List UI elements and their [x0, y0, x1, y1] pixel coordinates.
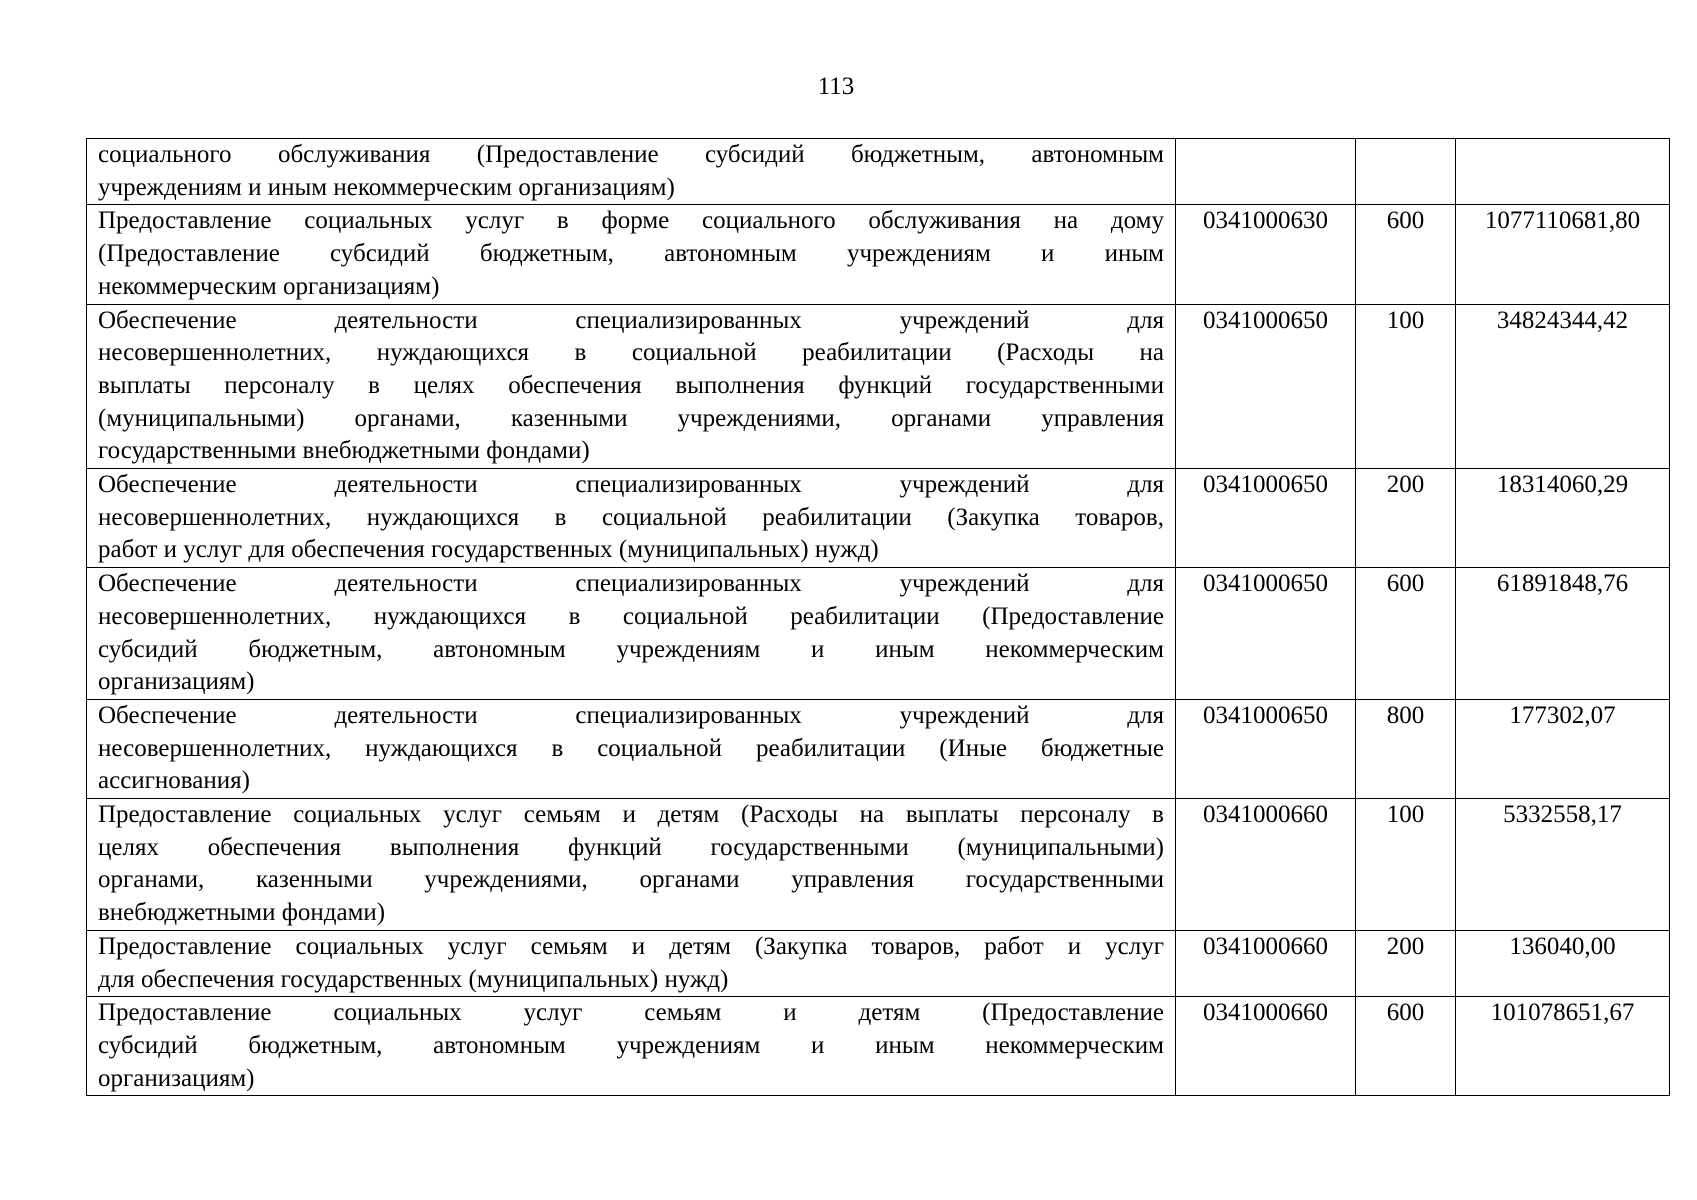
- expense-type-code: 600: [1356, 568, 1456, 700]
- description-line: для обеспечения государственных (муниципальных) нужд): [98, 965, 729, 993]
- description-line: целях обеспечения выполнения функций государственными (муниципальными): [98, 833, 1164, 861]
- expense-type-code: 600: [1356, 997, 1456, 1096]
- page-number: 113: [817, 73, 855, 100]
- expense-type-code: 800: [1356, 699, 1456, 798]
- description-line: Обеспечение деятельности специализированных учреждений для: [98, 570, 1164, 598]
- description-line: несовершеннолетних, нуждающихся в социальной реабилитации (Расходы на: [98, 339, 1164, 367]
- description-line: некоммерческим организациям): [98, 272, 440, 300]
- row-description: [87, 568, 1176, 700]
- budget-table-body: [87, 139, 1670, 1096]
- description-line: субсидий бюджетным, автономным учреждениям и иным некоммерческим: [98, 635, 1164, 663]
- description-line: ассигнования): [98, 767, 250, 795]
- table-row: [87, 699, 1670, 798]
- target-article-code: 0341000660: [1176, 799, 1356, 931]
- table-row: [87, 304, 1670, 469]
- table-row: [87, 799, 1670, 931]
- table-row: [87, 469, 1670, 568]
- row-description: [87, 997, 1176, 1096]
- row-description: [87, 930, 1176, 996]
- target-article-code: 0341000650: [1176, 469, 1356, 568]
- amount-value: 5332558,17: [1456, 799, 1670, 931]
- amount-value: 101078651,67: [1456, 997, 1670, 1096]
- amount-value: 61891848,76: [1456, 568, 1670, 700]
- description-line: Предоставление социальных услуг семьям и детям (Закупка товаров, работ и услуг: [98, 932, 1164, 960]
- description-line: Обеспечение деятельности специализированных учреждений для: [98, 306, 1164, 334]
- expense-type-code: 200: [1356, 469, 1456, 568]
- row-description: [87, 304, 1176, 469]
- description-line: учреждениям и иным некоммерческим организациям): [98, 173, 675, 201]
- row-description: [87, 799, 1176, 931]
- description-line: государственными внебюджетными фондами): [98, 437, 590, 465]
- description-line: субсидий бюджетным, автономным учреждениям и иным некоммерческим: [98, 1031, 1164, 1059]
- table-row: [87, 930, 1670, 996]
- target-article-code: 0341000630: [1176, 205, 1356, 304]
- budget-table: [86, 138, 1670, 1096]
- description-line: Обеспечение деятельности специализированных учреждений для: [98, 471, 1164, 499]
- description-line: социального обслуживания (Предоставление субсидий бюджетным, автономным: [98, 141, 1164, 168]
- expense-type-code: 200: [1356, 930, 1456, 996]
- amount-value: [1456, 139, 1670, 205]
- row-description: [87, 205, 1176, 304]
- table-row: [87, 139, 1670, 205]
- expense-type-code: [1356, 139, 1456, 205]
- row-description: [87, 469, 1176, 568]
- description-line: несовершеннолетних, нуждающихся в социальной реабилитации (Иные бюджетные: [98, 734, 1164, 762]
- description-line: организациям): [98, 1064, 255, 1092]
- table-row: [87, 205, 1670, 304]
- target-article-code: 0341000650: [1176, 304, 1356, 469]
- amount-value: 177302,07: [1456, 699, 1670, 798]
- description-line: (Предоставление субсидий бюджетным, автономным учреждениям и иным: [98, 240, 1164, 268]
- expense-type-code: 600: [1356, 205, 1456, 304]
- description-line: (муниципальными) органами, казенными учреждениями, органами управления: [98, 404, 1164, 432]
- description-line: внебюджетными фондами): [98, 899, 386, 927]
- table-row: [87, 568, 1670, 700]
- expense-type-code: 100: [1356, 304, 1456, 469]
- target-article-code: 0341000660: [1176, 930, 1356, 996]
- description-line: Предоставление социальных услуг семьям и детям (Предоставление: [98, 999, 1164, 1027]
- description-line: Предоставление социальных услуг в форме социального обслуживания на дому: [98, 207, 1164, 235]
- description-line: несовершеннолетних, нуждающихся в социальной реабилитации (Закупка товаров,: [98, 503, 1164, 531]
- description-line: организациям): [98, 668, 255, 696]
- description-line: работ и услуг для обеспечения государственных (муниципальных) нужд): [98, 536, 879, 564]
- amount-value: 1077110681,80: [1456, 205, 1670, 304]
- expense-type-code: 100: [1356, 799, 1456, 931]
- description-line: несовершеннолетних, нуждающихся в социальной реабилитации (Предоставление: [98, 602, 1164, 630]
- description-line: Предоставление социальных услуг семьям и детям (Расходы на выплаты персоналу в: [98, 801, 1164, 829]
- row-description: [87, 139, 1176, 205]
- row-description: [87, 699, 1176, 798]
- amount-value: 34824344,42: [1456, 304, 1670, 469]
- target-article-code: 0341000660: [1176, 997, 1356, 1096]
- target-article-code: 0341000650: [1176, 568, 1356, 700]
- description-line: выплаты персоналу в целях обеспечения выполнения функций государственными: [98, 371, 1164, 399]
- description-line: органами, казенными учреждениями, органами управления государственными: [98, 866, 1164, 894]
- target-article-code: [1176, 139, 1356, 205]
- table-row: [87, 997, 1670, 1096]
- amount-value: 136040,00: [1456, 930, 1670, 996]
- amount-value: 18314060,29: [1456, 469, 1670, 568]
- target-article-code: 0341000650: [1176, 699, 1356, 798]
- description-line: Обеспечение деятельности специализированных учреждений для: [98, 701, 1164, 729]
